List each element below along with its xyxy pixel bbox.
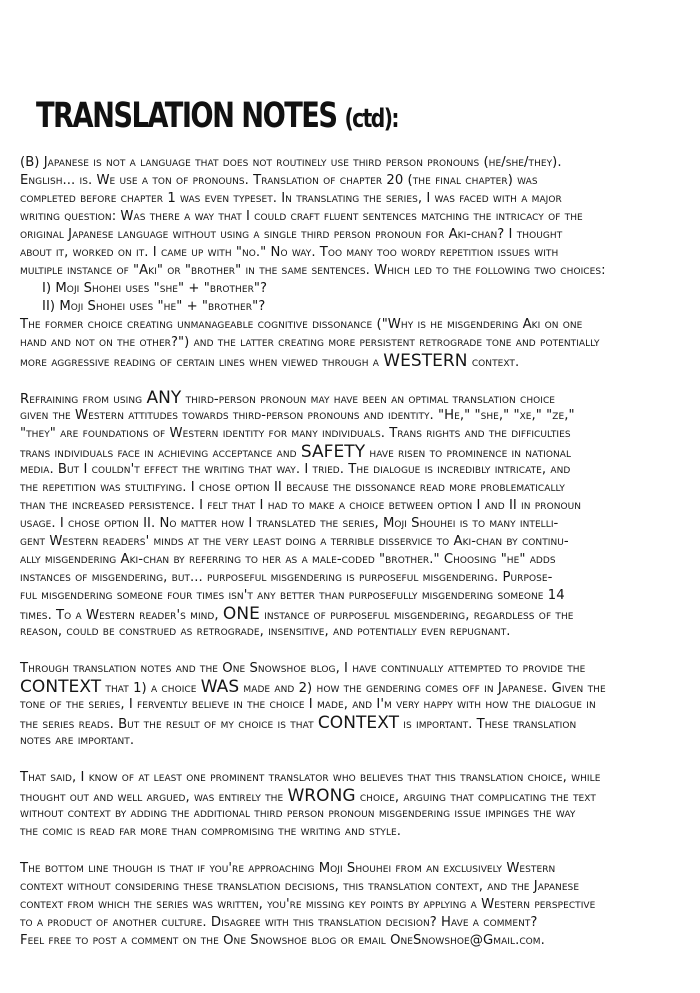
- text-line: [20, 389, 680, 407]
- text-fragment: made and 2) how the gendering comes off in Japanese. Given the: [239, 681, 606, 696]
- text-fragment: that 1) a choice: [101, 681, 201, 696]
- emphasis-was: WAS: [200, 677, 240, 697]
- text-line: reason, could be construed as retrograde, insensitive, and potentially even repugnant.: [20, 624, 511, 639]
- paragraph-context: [20, 660, 680, 750]
- text-line: context without considering these translation decisions, this translation context, and the Japanese: [20, 879, 580, 894]
- emphasis-safety: SAFETY: [300, 442, 366, 462]
- text-line: [20, 605, 680, 623]
- text-line: [20, 787, 680, 805]
- notes-body: [20, 154, 680, 950]
- text-line: The bottom line though is that if you're approaching Moji Shouhei from an exclusively Western: [20, 861, 556, 876]
- text-line: given the Western attitudes towards third-person pronouns and identity. "He," "she," "xe," "ze,": [20, 408, 575, 423]
- text-line: That said, I know of at least one prominent translator who believes that this translation choice, while: [20, 770, 601, 785]
- emphasis-wrong: WRONG: [287, 786, 356, 806]
- emphasis-one: ONE: [222, 604, 260, 624]
- text-fragment: trans individuals face in achieving acceptance and: [20, 446, 301, 461]
- emphasis-context: CONTEXT: [20, 677, 102, 697]
- text-fragment: thought out and well argued, was entirely the: [20, 790, 288, 805]
- text-line: writing question: Was there a way that I could craft fluent sentences matching the intricacy of the: [20, 209, 583, 224]
- text-fragment: choice, arguing that complicating the text: [355, 790, 596, 805]
- text-line: media. But I couldn't effect the writing that way. I tried. The dialogue is incredibly intricate, and: [20, 462, 571, 477]
- text-line: (B) Japanese is not a language that does not routinely use third person pronouns (he/she/they).: [20, 155, 562, 170]
- text-line: tone of the series, I fervently believe in the choice I made, and I'm very happy with how the dialogue in: [20, 697, 596, 712]
- emphasis-western: WESTERN: [383, 351, 468, 371]
- text-line: usage. I chose option II. No matter how I translated the series, Moji Shouhei is to many intelli-: [20, 516, 559, 531]
- title-suffix: (ctd):: [344, 104, 398, 134]
- page-title: [36, 96, 398, 136]
- text-line: without context by adding the additional third person pronoun misgendering issue impinges the way: [20, 806, 576, 821]
- paragraph-that-said: [20, 769, 680, 841]
- text-line: instances of misgendering, but... purposeful misgendering is purposeful misgendering. Purpose-: [20, 570, 553, 585]
- paragraph-b: [20, 154, 680, 370]
- text-fragment: times. To a Western reader's mind,: [20, 608, 223, 623]
- text-line: the comic is read far more than compromising the writing and style.: [20, 824, 402, 839]
- text-line: context from which the series was written, you're missing key points by applying a Western perspective: [20, 897, 596, 912]
- text-line: Through translation notes and the One Snowshoe blog, I have continually attempted to provide the: [20, 661, 586, 676]
- text-line: than the increased persistence. I felt that I had to make a choice between option I and II in pronoun: [20, 498, 582, 513]
- text-line: to a product of another culture. Disagree with this translation decision? Have a comment?: [20, 915, 538, 930]
- text-fragment: third-person pronoun may have been an optimal translation choice: [181, 392, 556, 407]
- text-line: [20, 443, 680, 461]
- text-line: ful misgendering someone four times isn't any better than purposefully misgendering someone 14: [20, 588, 565, 603]
- text-line: the repetition was stultifying. I chose option II because the dissonance read more problematically: [20, 480, 565, 495]
- text-line: hand and not on the other?") and the latter creating more persistent retrograde tone and potentially: [20, 335, 600, 350]
- paragraph-bottom-line: [20, 860, 680, 950]
- emphasis-any: ANY: [146, 388, 182, 408]
- text-line: completed before chapter 1 was even typeset. In translating the series, I was faced with a major: [20, 191, 562, 206]
- text-fragment: the series reads. But the result of my choice is that: [20, 717, 318, 732]
- text-line: English... is. We use a ton of pronouns. Translation of chapter 20 (the final chapter) was: [20, 173, 538, 188]
- text-line: about it, worked on it. I came up with "no." No way. Too many too wordy repetition issues with: [20, 245, 559, 260]
- option-one: I) Moji Shohei uses "she" + "brother"?: [42, 281, 268, 296]
- option-two: II) Moji Shohei uses "he" + "brother"?: [42, 299, 266, 314]
- text-line: The former choice creating unmanageable cognitive dissonance ("Why is he misgendering Aki on one: [20, 317, 583, 332]
- text-line: original Japanese language without using a single third person pronoun for Aki-chan? I thought: [20, 227, 563, 242]
- text-line: gent Western readers' minds at the very least doing a terrible disservice to Aki-chan by continu-: [20, 534, 569, 549]
- text-fragment: is important. These translation: [399, 717, 577, 732]
- text-line: "they" are foundations of Western identity for many individuals. Trans rights and the difficulties: [20, 426, 571, 441]
- contact-line: Feel free to post a comment on the One Snowshoe blog or email OneSnowshoe@Gmail.com.: [20, 933, 545, 948]
- text-fragment: context.: [467, 355, 520, 370]
- emphasis-context-2: CONTEXT: [317, 713, 400, 733]
- text-line: ally misgendering Aki-chan by referring to her as a male-coded "brother." Choosing "he" adds: [20, 552, 556, 567]
- text-line: [20, 352, 680, 370]
- text-line: [20, 678, 680, 696]
- title-main: TRANSLATION NOTES: [36, 96, 345, 136]
- paragraph-refraining: [20, 389, 680, 641]
- text-fragment: instance of purposeful misgendering, regardless of the: [259, 608, 574, 623]
- text-fragment: Refraining from using: [20, 392, 147, 407]
- text-line: notes are important.: [20, 733, 135, 748]
- text-line: [20, 714, 680, 732]
- text-fragment: more aggressive reading of certain lines when viewed through a: [20, 355, 384, 370]
- text-fragment: have risen to prominence in national: [365, 446, 572, 461]
- text-line: multiple instance of "Aki" or "brother" in the same sentences. Which led to the following two choices:: [20, 263, 606, 278]
